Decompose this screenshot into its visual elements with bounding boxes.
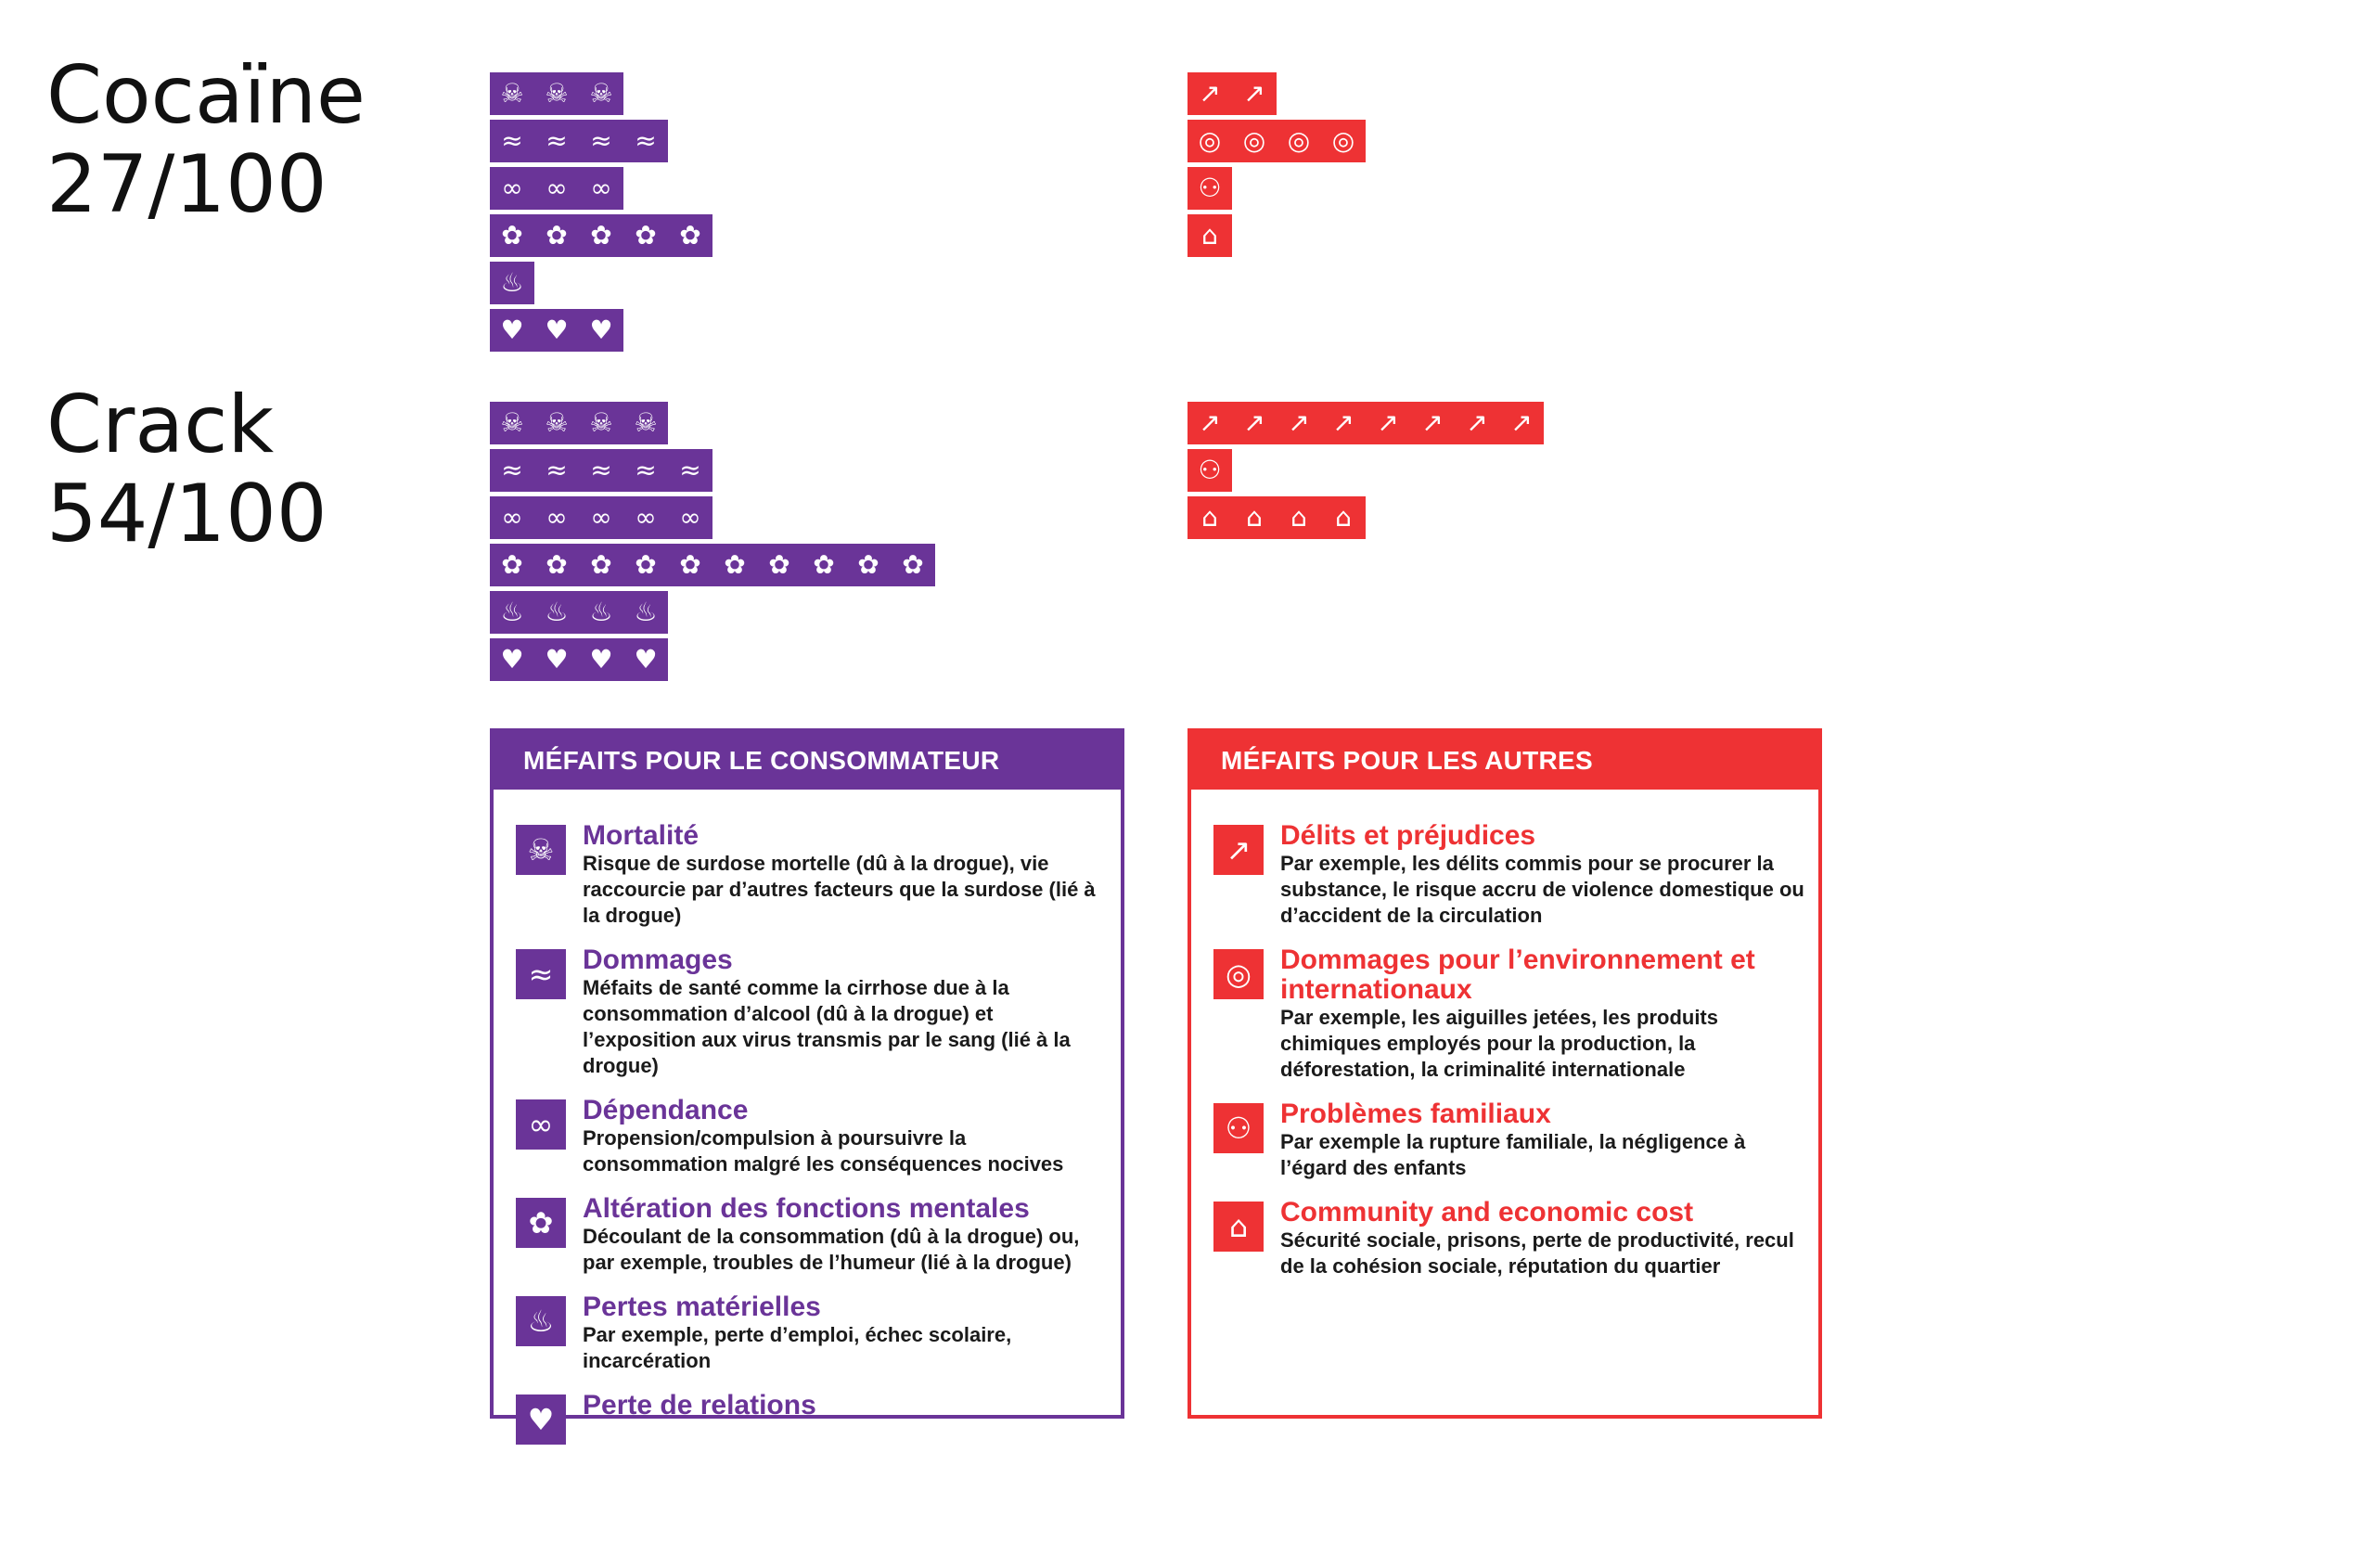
flame-icon: ♨ — [490, 591, 534, 634]
skull-icon: ☠ — [579, 402, 623, 444]
skull-icon: ☠ — [534, 72, 579, 115]
brain-icon: ✿ — [579, 544, 623, 586]
legend-item-title: Problèmes familiaux — [1280, 1099, 1551, 1129]
bar-dommages-pour-l-environnement-et-internationaux — [1188, 120, 1366, 162]
brain-icon: ✿ — [516, 1198, 566, 1248]
wavy-lines-icon: ≈ — [579, 449, 623, 492]
chain-link-icon: ∞ — [534, 496, 579, 539]
skull-icon: ☠ — [579, 72, 623, 115]
legend-item-desc: Propension/compulsion à poursuivre la consommation malgré les conséquences nocives — [583, 1126, 1064, 1176]
brain-icon: ✿ — [712, 544, 757, 586]
legend-text — [583, 1391, 1121, 1445]
legend-item-title: Perte de relations — [583, 1390, 816, 1420]
cocaine-consumer-bars — [490, 72, 712, 356]
skull-icon: ☠ — [534, 402, 579, 444]
bar-delits-et-prejudices — [1188, 72, 1366, 115]
bar-problemes-familiaux — [1188, 449, 1544, 492]
rifle-icon: ↗ — [1188, 402, 1232, 444]
rifle-icon: ↗ — [1321, 402, 1366, 444]
legend-item — [1213, 945, 1818, 1083]
brain-icon: ✿ — [534, 544, 579, 586]
crack-consumer-bars — [490, 402, 935, 686]
legend-item-title: Dommages pour l’environnement et internationaux — [1280, 945, 1755, 1005]
bar-problemes-familiaux — [1188, 167, 1366, 210]
legend-item-desc: Par exemple, perte d’emploi, échec scolaire, incarcération — [583, 1323, 1012, 1372]
rifle-icon: ↗ — [1232, 402, 1277, 444]
brain-icon: ✿ — [490, 544, 534, 586]
bar-perte-de-relations — [490, 638, 935, 681]
legend-item — [1213, 1099, 1818, 1181]
brain-icon: ✿ — [668, 214, 712, 257]
globe-icon: ◎ — [1213, 949, 1264, 999]
bar-pertes-materielles — [490, 591, 935, 634]
rifle-icon: ↗ — [1410, 402, 1455, 444]
skull-icon: ☠ — [516, 825, 566, 875]
community-icon: ⌂ — [1213, 1202, 1264, 1252]
chain-link-icon: ∞ — [490, 167, 534, 210]
legend-item-desc: Risque de surdose mortelle (dû à la drogue), vie raccourcie par d’autres facteurs que la surdose (lié à la drogue) — [583, 852, 1096, 927]
legend-others-title: MÉFAITS POUR LES AUTRES — [1191, 732, 1818, 790]
broken-heart-icon: ♥ — [534, 638, 579, 681]
flame-icon: ♨ — [516, 1296, 566, 1346]
wavy-lines-icon: ≈ — [534, 449, 579, 492]
legend-item-title: Dépendance — [583, 1095, 749, 1125]
family-icon: ⚇ — [1188, 167, 1232, 210]
legend-item-title: Pertes matérielles — [583, 1292, 821, 1322]
legend-text — [583, 1096, 1121, 1177]
cocaine-others-bars — [1188, 72, 1366, 262]
legend-item-desc: Sécurité sociale, prisons, perte de productivité, recul de la cohésion sociale, réputation du quartier — [1280, 1228, 1794, 1278]
brain-icon: ✿ — [490, 214, 534, 257]
brain-icon: ✿ — [757, 544, 802, 586]
family-icon: ⚇ — [1213, 1103, 1264, 1153]
rifle-icon: ↗ — [1188, 72, 1232, 115]
legend-item-desc: Par exemple, les délits commis pour se procurer la substance, le risque accru de violence domestique ou d’accident de la circulation — [1280, 852, 1804, 927]
crack-others-bars — [1188, 402, 1544, 544]
wavy-lines-icon: ≈ — [490, 449, 534, 492]
broken-heart-icon: ♥ — [516, 1394, 566, 1445]
bar-alteration-des-fonctions-mentales — [490, 214, 712, 257]
legend-item-title: Altération des fonctions mentales — [583, 1193, 1030, 1224]
bar-dommages — [490, 449, 935, 492]
globe-icon: ◎ — [1277, 120, 1321, 162]
broken-heart-icon: ♥ — [579, 309, 623, 352]
broken-heart-icon: ♥ — [534, 309, 579, 352]
brain-icon: ✿ — [579, 214, 623, 257]
legend-item-title: Dommages — [583, 945, 733, 975]
flame-icon: ♨ — [490, 262, 534, 304]
legend-item — [516, 821, 1121, 929]
legend-text — [1280, 1198, 1818, 1279]
brain-icon: ✿ — [802, 544, 846, 586]
legend-item — [516, 1292, 1121, 1374]
flame-icon: ♨ — [623, 591, 668, 634]
legend-text — [583, 821, 1121, 929]
legend-others-list — [1191, 790, 1818, 1279]
legend-text — [1280, 945, 1818, 1083]
legend-item-title: Mortalité — [583, 820, 700, 851]
chain-link-icon: ∞ — [668, 496, 712, 539]
bar-mortalite — [490, 72, 712, 115]
wavy-lines-icon: ≈ — [490, 120, 534, 162]
legend-text — [1280, 821, 1818, 929]
legend-consumer-panel — [490, 728, 1124, 1437]
community-icon: ⌂ — [1277, 496, 1321, 539]
wavy-lines-icon: ≈ — [579, 120, 623, 162]
flame-icon: ♨ — [534, 591, 579, 634]
legend-item-desc: Par exemple, les aiguilles jetées, les produits chimiques employés pour la production, la déforestation, la criminalité internationale — [1280, 1006, 1718, 1081]
legend-item — [1213, 821, 1818, 929]
wavy-lines-icon: ≈ — [623, 120, 668, 162]
chain-link-icon: ∞ — [516, 1099, 566, 1150]
legend-item — [516, 945, 1121, 1079]
chain-link-icon: ∞ — [579, 496, 623, 539]
broken-heart-icon: ♥ — [623, 638, 668, 681]
skull-icon: ☠ — [623, 402, 668, 444]
legend-text — [1280, 1099, 1818, 1181]
bar-community-and-economic-cost — [1188, 496, 1544, 539]
drug-name: Crack — [46, 379, 275, 471]
brain-icon: ✿ — [623, 544, 668, 586]
drug-label-cocaine — [46, 51, 366, 229]
bar-mortalite — [490, 402, 935, 444]
brain-icon: ✿ — [623, 214, 668, 257]
wavy-lines-icon: ≈ — [534, 120, 579, 162]
legend-item — [516, 1096, 1121, 1177]
broken-heart-icon: ♥ — [579, 638, 623, 681]
community-icon: ⌂ — [1188, 214, 1232, 257]
bar-dependance — [490, 496, 935, 539]
chain-link-icon: ∞ — [579, 167, 623, 210]
legend-item-title: Community and economic cost — [1280, 1197, 1694, 1227]
drug-name: Cocaïne — [46, 49, 366, 142]
legend-text — [583, 945, 1121, 1079]
legend-item — [516, 1391, 1121, 1445]
brain-icon: ✿ — [534, 214, 579, 257]
rifle-icon: ↗ — [1499, 402, 1544, 444]
bar-perte-de-relations — [490, 309, 712, 352]
bar-dommages — [490, 120, 712, 162]
globe-icon: ◎ — [1188, 120, 1232, 162]
legend-text — [583, 1194, 1121, 1276]
wavy-lines-icon: ≈ — [623, 449, 668, 492]
legend-consumer-list — [494, 790, 1121, 1445]
skull-icon: ☠ — [490, 402, 534, 444]
flame-icon: ♨ — [579, 591, 623, 634]
community-icon: ⌂ — [1321, 496, 1366, 539]
rifle-icon: ↗ — [1366, 402, 1410, 444]
bar-alteration-des-fonctions-mentales — [490, 544, 935, 586]
wavy-lines-icon: ≈ — [516, 949, 566, 999]
legend-item-desc: Découlant de la consommation (dû à la drogue) ou, par exemple, troubles de l’humeur (lié à la drogue) — [583, 1225, 1080, 1274]
drug-label-crack — [46, 380, 327, 559]
brain-icon: ✿ — [891, 544, 935, 586]
legend-item — [1213, 1198, 1818, 1279]
community-icon: ⌂ — [1188, 496, 1232, 539]
globe-icon: ◎ — [1321, 120, 1366, 162]
chain-link-icon: ∞ — [534, 167, 579, 210]
wavy-lines-icon: ≈ — [668, 449, 712, 492]
bar-delits-et-prejudices — [1188, 402, 1544, 444]
broken-heart-icon: ♥ — [490, 638, 534, 681]
brain-icon: ✿ — [846, 544, 891, 586]
family-icon: ⚇ — [1188, 449, 1232, 492]
chain-link-icon: ∞ — [490, 496, 534, 539]
rifle-icon: ↗ — [1232, 72, 1277, 115]
legend-item-desc: Méfaits de santé comme la cirrhose due à la consommation d’alcool (dû à la drogue) et l’exposition aux virus transmis par le sang (lié à la drogue) — [583, 976, 1071, 1077]
legend-consumer-title: MÉFAITS POUR LE CONSOMMATEUR — [494, 732, 1121, 790]
chain-link-icon: ∞ — [623, 496, 668, 539]
bar-community-and-economic-cost — [1188, 214, 1366, 257]
legend-others-panel — [1188, 728, 1822, 1419]
globe-icon: ◎ — [1232, 120, 1277, 162]
legend-item-desc: Par exemple la rupture familiale, la négligence à l’égard des enfants — [1280, 1130, 1746, 1179]
legend-text — [583, 1292, 1121, 1374]
rifle-icon: ↗ — [1213, 825, 1264, 875]
broken-heart-icon: ♥ — [490, 309, 534, 352]
legend-item-title: Délits et préjudices — [1280, 820, 1536, 851]
bar-pertes-materielles — [490, 262, 712, 304]
rifle-icon: ↗ — [1455, 402, 1499, 444]
community-icon: ⌂ — [1232, 496, 1277, 539]
bar-dependance — [490, 167, 712, 210]
legend-item — [516, 1194, 1121, 1276]
skull-icon: ☠ — [490, 72, 534, 115]
brain-icon: ✿ — [668, 544, 712, 586]
rifle-icon: ↗ — [1277, 402, 1321, 444]
drug-score: 27/100 — [46, 138, 327, 231]
drug-score: 54/100 — [46, 468, 327, 560]
